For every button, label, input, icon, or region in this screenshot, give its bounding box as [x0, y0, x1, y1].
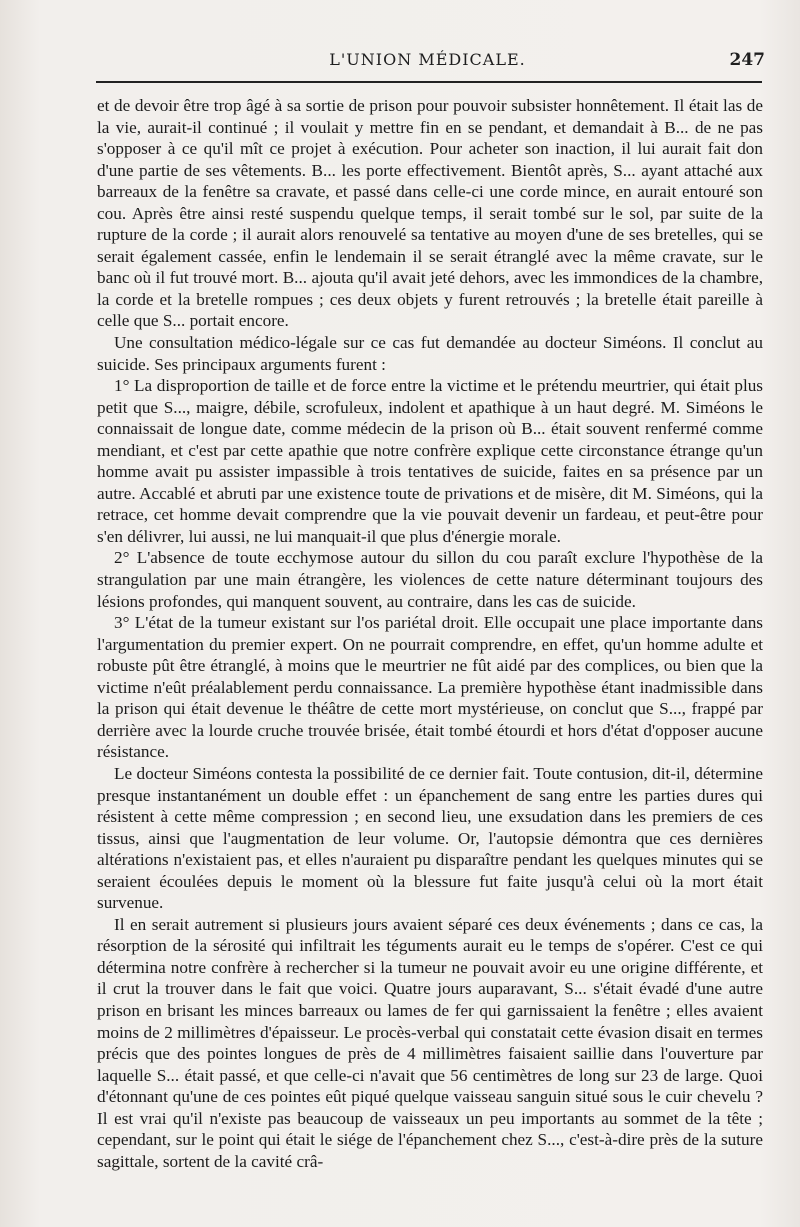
- paragraph: 1° La disproportion de taille et de force entre la victime et le prétendu meurtrier, qui était plus petit que S..., maigre, débile, scrofuleux, indolent et apathique à un haut degré. M. Siméons le connaissait de longue date, comme médecin de la prison où B... était souvent renfermé comme mendiant, et c'est par cette apathie que notre confrère explique cette circonstance étrange qu'un homme avait pu assister impassible à trois tentatives de suicide, faites en sa présence par un autre. Accablé et abruti par une existence toute de privations et de misère, dit M. Siméons, qui la retrace, cet homme devait comprendre que la vie pouvait devenir un fardeau, et peut-être pour s'en délivrer, lui aussi, ne lui manquait-il que plus d'énergie morale.: [97, 376, 763, 546]
- paragraph: 3° L'état de la tumeur existant sur l'os pariétal droit. Elle occupait une place importante dans l'argumentation du premier expert. On ne pourrait comprendre, en effet, qu'un homme adulte et robuste pût être étranglé, à moins que le meurtrier ne fût aidé par des complices, ou bien que la victime n'eût préalablement perdu connaissance. La première hypothèse étant inadmissible dans la prison qui était devenue le théâtre de cette mort mystérieuse, on conclut que S..., frappé par derrière avec la lourde cruche trouvée brisée, était tombé étourdi et hors d'état d'opposer aucune résistance.: [97, 613, 763, 762]
- page-header: [90, 50, 765, 76]
- paragraph: 2° L'absence de toute ecchymose autour du sillon du cou paraît exclure l'hypothèse de la strangulation par une main étrangère, les violences de cette nature déterminant toujours des lésions profondes, qui manquent souvent, au contraire, dans les cas de suicide.: [97, 548, 763, 611]
- header-rule: [96, 81, 762, 83]
- page-number: 247: [729, 50, 765, 70]
- paragraph: et de devoir être trop âgé à sa sortie de prison pour pouvoir subsister honnêtement. Il était las de la vie, aurait-il continué ; il voulait y mettre fin en se pendant, et demandait à B... de ne pas s'opposer à ce qu'il mît ce projet à exécution. Pour acheter son inaction, il lui aurait fait don d'une partie de ses vêtements. B... les porte effectivement. Bientôt après, S... ayant attaché aux barreaux de la fenêtre sa cravate, et passé dans celle-ci une corde mince, en aurait entouré son cou. Après être ainsi resté suspendu quelque temps, il serait tombé sur le sol, par suite de la rupture de la corde ; il aurait alors renouvelé sa tentative au moyen d'une de ses bretelles, qui se serait également cassée, enfin le lendemain il se serait étranglé avec la même cravate, sur le banc où il fut trouvé mort. B... ajouta qu'il avait jeté dehors, avec les immondices de la chambre, la corde et la bretelle rompues ; ces deux objets y furent retrouvés ; la bretelle était pareille à celle que S... portait encore.: [97, 96, 763, 331]
- running-title: L'UNION MÉDICALE.: [329, 50, 526, 69]
- paragraph: Il en serait autrement si plusieurs jours avaient séparé ces deux événements ; dans ce cas, la résorption de la sérosité qui infiltrait les téguments aurait eu le temps de s'opérer. C'est ce qui détermina notre confrère à rechercher si la tumeur ne pouvait avoir eu une origine différente, et il crut la trouver dans le fait que voici. Quatre jours auparavant, S... s'était évadé d'une autre prison en brisant les minces barreaux ou lames de fer qui garnissaient la fenêtre ; elles avaient moins de 2 millimètres d'épaisseur. Le procès-verbal qui constatait cette évasion disait en termes précis que des pointes longues de près de 4 millimètres faisaient saillie dans l'ouverture par laquelle S... était passé, et que celle-ci n'avait que 56 centimètres de long sur 23 de large. Quoi d'étonnant qu'une de ces pointes eût piqué quelque vaisseau sanguin situé sous le cuir chevelu ? Il est vrai qu'il n'existe pas beaucoup de vaisseaux un peu importants au sommet de la tête ; cependant, sur le point qui était le siége de l'épanchement chez S..., c'est-à-dire près de la suture sagittale, sortent de la cavité crâ-: [97, 914, 763, 1171]
- body-text: [97, 95, 763, 1172]
- paragraph: Le docteur Siméons contesta la possibilité de ce dernier fait. Toute contusion, dit-il, détermine presque instantanément un double effet : un épanchement de sang entre les parties dures qui résistent à cette même compression ; en second lieu, une exsudation dans les premiers de ces tissus, ainsi que l'augmentation de leur volume. Or, l'autopsie démontra que ces dernières altérations n'existaient pas, et elles n'auraient pu disparaître pendant les quelques minutes qui se seraient écoulées depuis le moment où la blessure fut faite jusqu'à celui où la mort était survenue.: [97, 763, 763, 913]
- paragraph: Une consultation médico-légale sur ce cas fut demandée au docteur Siméons. Il conclut au suicide. Ses principaux arguments furent :: [97, 333, 763, 374]
